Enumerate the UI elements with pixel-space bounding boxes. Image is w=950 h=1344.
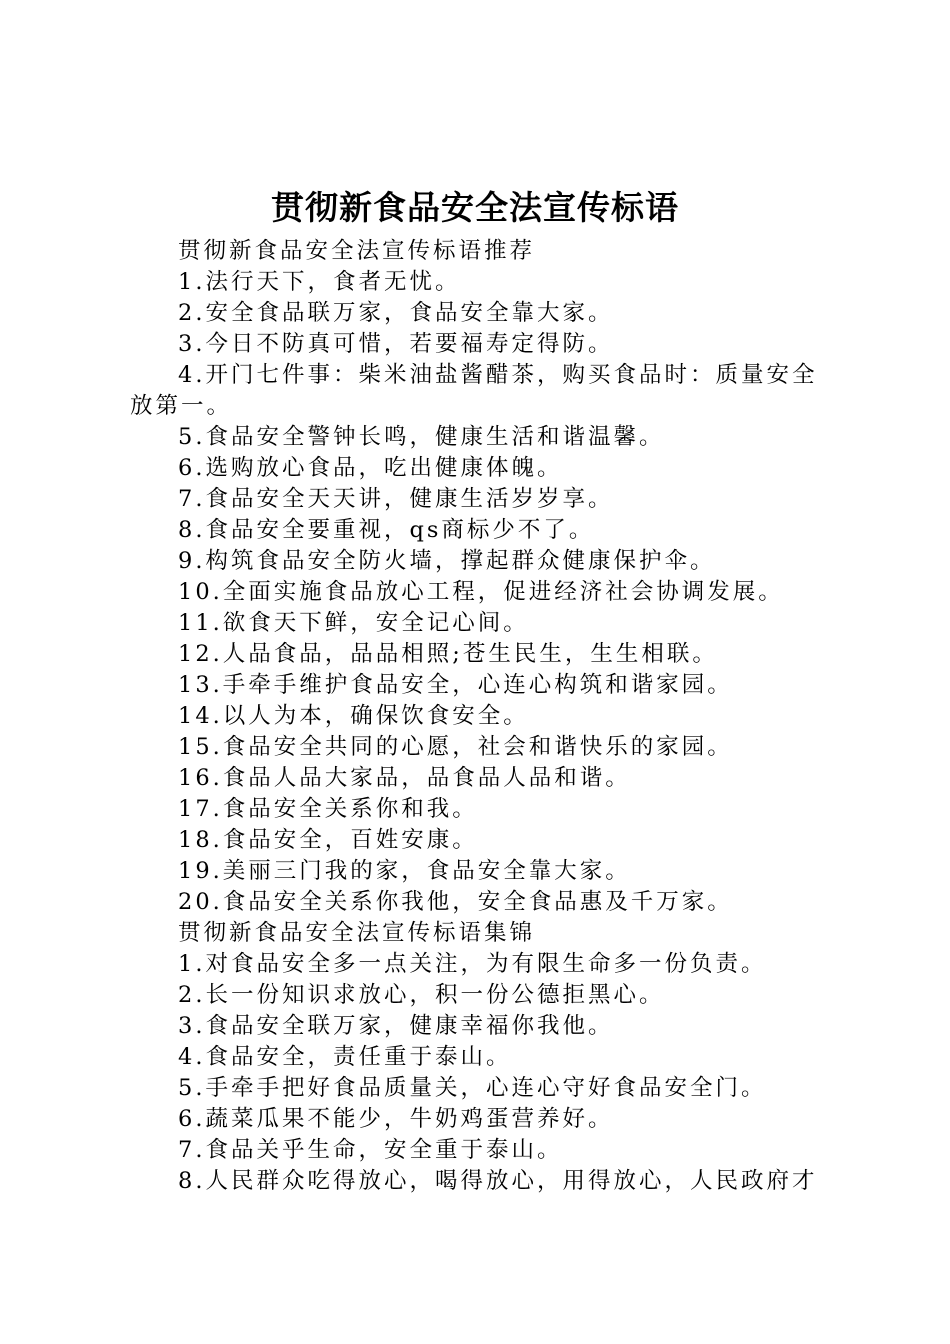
text-line: 贯彻新食品安全法宣传标语推荐 <box>178 238 536 264</box>
text-line: 14.以人为本，确保饮食安全。 <box>178 703 529 729</box>
text-line: 19.美丽三门我的家，食品安全靠大家。 <box>178 858 631 884</box>
text-line: 2.长一份知识求放心，积一份公德拒黑心。 <box>178 982 665 1008</box>
text-line: 2.安全食品联万家，食品安全靠大家。 <box>178 300 614 326</box>
text-line: 6.蔬菜瓜果不能少，牛奶鸡蛋营养好。 <box>178 1106 614 1132</box>
text-line: 6.选购放心食品，吃出健康体魄。 <box>178 455 563 481</box>
text-line: 17.食品安全关系你和我。 <box>178 796 478 822</box>
text-line: 4.食品安全，责任重于泰山。 <box>178 1044 512 1070</box>
text-line: 7.食品安全天天讲，健康生活岁岁享。 <box>178 486 614 512</box>
text-line: 3.食品安全联万家，健康幸福你我他。 <box>178 1013 614 1039</box>
text-line: 11.欲食天下鲜，安全记心间。 <box>178 610 529 636</box>
text-line: 5.手牵手把好食品质量关，心连心守好食品安全门。 <box>178 1075 767 1101</box>
text-line: 18.食品安全，百姓安康。 <box>178 827 478 853</box>
document-body <box>130 236 835 1197</box>
text-line: 7.食品关乎生命，安全重于泰山。 <box>178 1137 563 1163</box>
text-line: 8.人民群众吃得放心，喝得放心，用得放心，人民政府才 <box>178 1168 818 1194</box>
text-line: 9.构筑食品安全防火墙，撑起群众健康保护伞。 <box>178 548 716 574</box>
text-line: 1.对食品安全多一点关注，为有限生命多一份负责。 <box>178 951 767 977</box>
text-line: 1.法行天下，食者无忧。 <box>178 269 461 295</box>
text-line: 12.人品食品，品品相照;苍生民生，生生相联。 <box>178 641 718 667</box>
text-line: 贯彻新食品安全法宣传标语集锦 <box>178 920 536 946</box>
text-line: 10.全面实施食品放心工程，促进经济社会协调发展。 <box>178 579 784 605</box>
text-line: 13.手牵手维护食品安全，心连心构筑和谐家园。 <box>178 672 733 698</box>
text-line: 15.食品安全共同的心愿，社会和谐快乐的家园。 <box>178 734 733 760</box>
text-line: 16.食品人品大家品，品食品人品和谐。 <box>178 765 631 791</box>
text-line: 20.食品安全关系你我他，安全食品惠及千万家。 <box>178 889 733 915</box>
text-line: 8.食品安全要重视，qs商标少不了。 <box>178 517 595 543</box>
document-title: 贯彻新食品安全法宣传标语 <box>271 188 679 227</box>
text-line: 4.开门七件事：柴米油盐酱醋茶，购买食品时：质量安全放第一。 <box>130 362 818 419</box>
text-line: 3.今日不防真可惜，若要福寿定得防。 <box>178 331 614 357</box>
text-line: 5.食品安全警钟长鸣，健康生活和谐温馨。 <box>178 424 665 450</box>
